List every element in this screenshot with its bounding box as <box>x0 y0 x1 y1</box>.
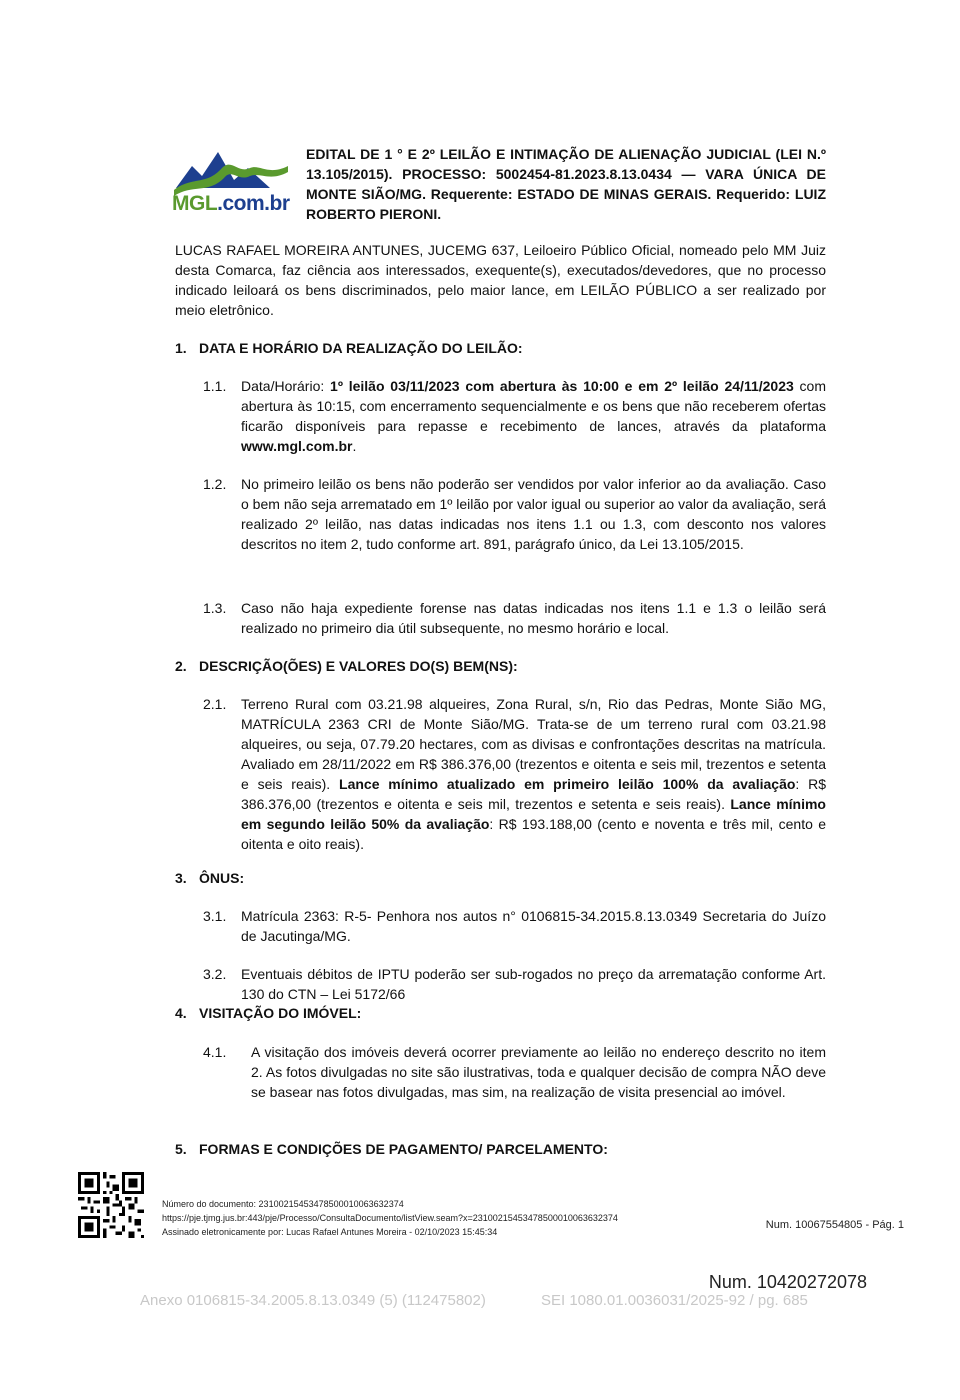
document-number: Número do documento: 23100215453478500010063632374 <box>162 1199 404 1209</box>
stamp-number: Num. 10420272078 <box>708 1272 867 1292</box>
section-title: FORMAS E CONDIÇÕES DE PAGAMENTO/ PARCELAMENTO: <box>199 1141 608 1157</box>
item-number: 1.3. <box>203 600 227 616</box>
item-text: Caso não haja expediente forense nas datas indicadas nos itens 1.1 e 1.3 o leilão será realizado no primeiro dia útil subsequente, no mesmo horário e local. <box>241 600 826 636</box>
item-text <box>241 376 826 456</box>
item-1-3 <box>203 598 826 638</box>
text-run: : R$ 386.376,00 (trezentos e oitenta e seis mil, trezentos e setenta e seis reais). <box>241 776 826 812</box>
mgl-logo <box>172 146 290 216</box>
item-text: Matrícula 2363: R-5- Penhora nos autos n° 0106815-34.2015.8.13.0349 Secretaria do Juízo de Jacutinga/MG. <box>241 908 826 944</box>
footer-metadata <box>162 1197 618 1239</box>
logo-text-domain: .com.br <box>217 192 290 215</box>
item-number: 1.2. <box>203 476 227 492</box>
text-run: Data/Horário: <box>241 378 331 394</box>
section-title: DATA E HORÁRIO DA REALIZAÇÃO DO LEILÃO: <box>199 340 523 356</box>
document-url[interactable]: https://pje.tjmg.jus.br:443/pje/Processo/ConsultaDocumento/listView.seam?x=23100215453478500010063632374 <box>162 1213 618 1223</box>
item-2-1 <box>203 694 826 854</box>
section-1-heading <box>175 338 523 358</box>
item-3-2 <box>203 964 826 1004</box>
section-title: DESCRIÇÃO(ÕES) E VALORES DO(S) BEM(NS): <box>199 658 518 674</box>
item-number: 1.1. <box>203 378 227 394</box>
section-title: VISITAÇÃO DO IMÓVEL: <box>199 1005 362 1021</box>
item-number: 3.2. <box>203 966 227 982</box>
platform-url: www.mgl.com.br <box>241 438 353 454</box>
text-run: Terreno Rural com 03.21.98 alqueires, Zona Rural, s/n, Rio das Pedras, Monte Sião MG, MATRÍCULA 2363 CRI de Monte Sião/MG. Trata-se de um terreno rural com 03.21.98 alqueires, ou seja, 07.79.20 hectares, com as divisas e confrontações descritas na matrícula. Avaliado em 28/11/2022 em R$ 386.376,00 (trezentos e oitenta e seis mil, trezentos e setenta e seis reais). <box>241 696 826 792</box>
item-1-1 <box>203 376 826 456</box>
item-text: Eventuais débitos de IPTU poderão ser sub-rogados no preço da arrematação conforme Art. 130 do CTN – Lei 5172/66 <box>241 966 826 1002</box>
bold-second-auction: Lance mínimo em segundo leilão 50% da avaliação <box>241 796 826 832</box>
item-number: 2.1. <box>203 696 227 712</box>
section-number: 2. <box>175 658 187 674</box>
section-3-heading <box>175 868 244 888</box>
signature-info: Assinado eletronicamente por: Lucas Rafael Antunes Moreira - 02/10/2023 15:45:34 <box>162 1227 498 1237</box>
section-number: 3. <box>175 870 187 886</box>
item-text: No primeiro leilão os bens não poderão ser vendidos por valor inferior ao da avaliação. Caso o bem não seja arrematado em 1º leilão por valor igual ou superior ao valor da avaliação, será realizado 2º leilão, nas datas indicadas nos itens 1.1 ou 1.3, com desconto nos valores descritos no item 2, tudo conforme art. 891, parágrafo único, da Lei 13.105/2015. <box>241 476 826 552</box>
text-run: com abertura às 10:15, com encerramento sequencialmente e os bens que não receberem ofertas ficarão disponíveis para repasse e recebimento de lances, através da plataforma <box>241 378 827 434</box>
item-3-1 <box>203 906 826 946</box>
section-number: 5. <box>175 1141 187 1157</box>
section-title: ÔNUS: <box>199 870 245 886</box>
logo-text-mgl: MGL <box>172 192 218 215</box>
intro-paragraph: LUCAS RAFAEL MOREIRA ANTUNES, JUCEMG 637, Leiloeiro Público Oficial, nomeado pelo MM Juiz desta Comarca, faz ciência aos interessados, exequente(s), executados/devedores, que no processo indicado leiloará os bens discriminados, pelo maior lance, em LEILÃO PÚBLICO a ser realizado por meio eletrônico. <box>175 242 826 318</box>
section-4-heading <box>175 1003 361 1023</box>
stamp-anexo: Anexo 0106815-34.2005.8.13.0349 (5) (112475802) <box>140 1292 486 1309</box>
qr-code-icon <box>78 1172 144 1238</box>
section-number: 4. <box>175 1005 187 1021</box>
edital-title: EDITAL DE 1 ° E 2º LEILÃO E INTIMAÇÃO DE ALIENAÇÃO JUDICIAL (LEI N.º 13.105/2015). PROCESSO: 5002454-81.2023.8.13.0434 — VARA ÚNICA DE MONTE SIÃO/MG. Requerente: ESTADO DE MINAS GERAIS. Requerido: LUIZ ROBERTO PIERONI. <box>306 146 826 222</box>
bold-first-auction: Lance mínimo atualizado em primeiro leilão 100% da avaliação <box>339 776 796 792</box>
stamp-sei: SEI 1080.01.0036031/2025-92 / pg. 685 <box>541 1292 808 1309</box>
bold-dates: 1º leilão 03/11/2023 com abertura às 10:00 e em 2º leilão 24/11/2023 <box>330 378 794 394</box>
section-2-heading <box>175 656 518 676</box>
item-number: 4.1. <box>203 1044 227 1060</box>
text-run: . <box>352 438 357 454</box>
section-number: 1. <box>175 340 187 356</box>
section-5-heading <box>175 1139 608 1159</box>
item-number: 3.1. <box>203 908 227 924</box>
item-4-1 <box>203 1042 826 1102</box>
mountain-logo-icon <box>172 146 290 196</box>
item-1-2 <box>203 474 826 554</box>
page-number: Num. 10067554805 - Pág. 1 <box>765 1219 904 1231</box>
text-run: : R$ 193.188,00 (cento e noventa e três mil, cento e oitenta e oito reais). <box>241 816 826 852</box>
item-text <box>241 694 826 854</box>
item-text: A visitação dos imóveis deverá ocorrer previamente ao leilão no endereço descrito no item 2. As fotos divulgadas no site são ilustrativas, toda e qualquer decisão de compra NÃO deve se basear nas fotos divulgadas, mas sim, na realização de visita presencial ao imóvel. <box>251 1044 826 1100</box>
